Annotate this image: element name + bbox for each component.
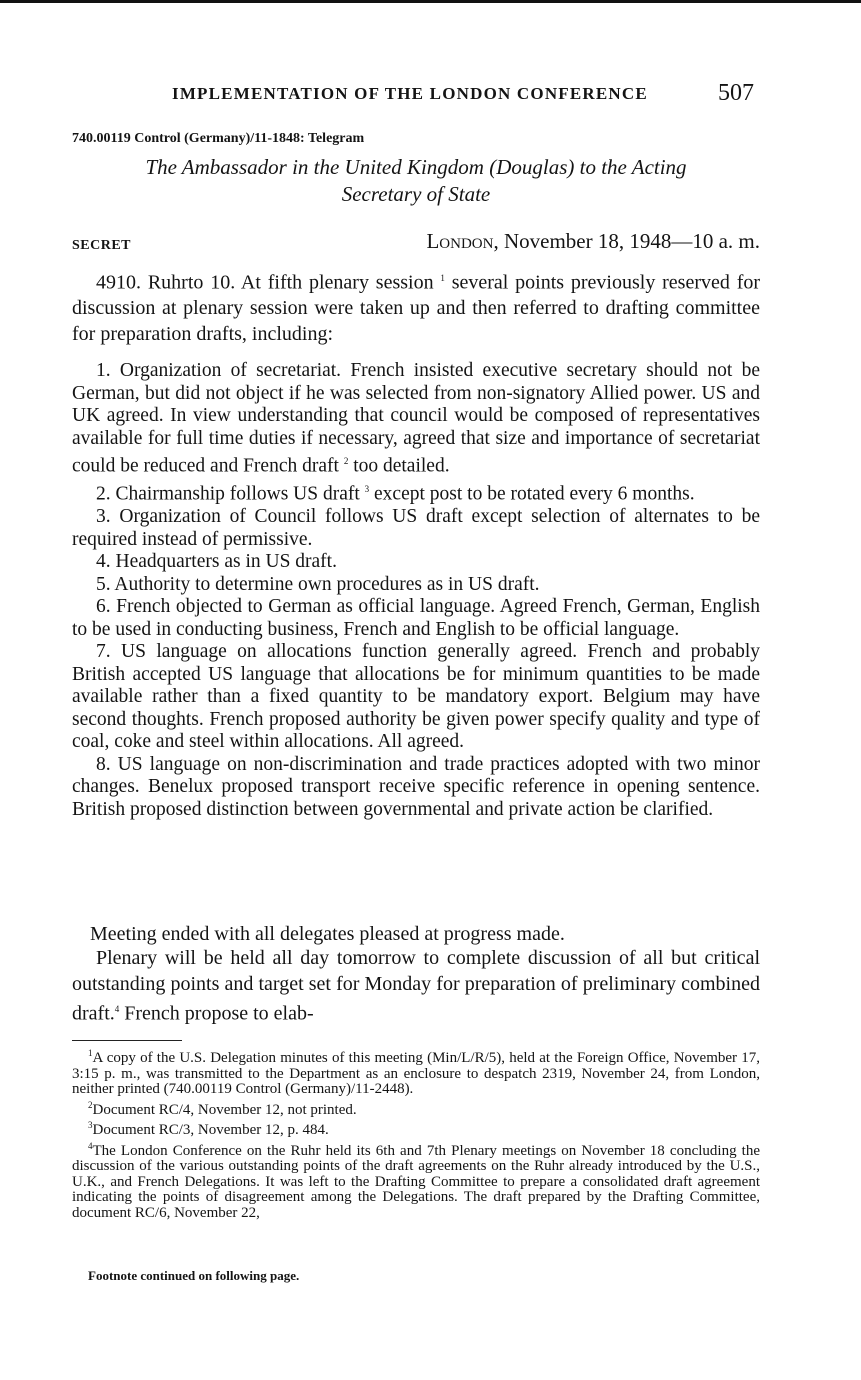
item-text-cont: too detailed.: [348, 455, 450, 477]
title-line-2: Secretary of State: [341, 182, 491, 206]
footnote-mark: 2: [88, 1099, 93, 1110]
footnote-text: The London Conference on the Ruhr held its 6th and 7th Plenary meetings on November 18 concluding the discussion of the various outstanding points of the draft agreements on the Ruhr already introduced by the U.S., U.K., and French Delegations. It was left to the Drafting Committee to prepare a consolidated draft agreement indicating the points of disagreement among the Delegations. The draft prepared by the Drafting Committee, document RC/6, November 22,: [72, 1142, 760, 1221]
item-text: 1. Organization of secretariat. French insisted executive secretary should not be German, but did not object if he was selected from non-signatory Allied power. US and UK agreed. In view understanding that council would be composed of representatives available for full time duties if necessary, agreed that size and importance of secretariat could be reduced and French draft: [72, 360, 760, 477]
running-head: IMPLEMENTATION OF THE LONDON CONFERENCE: [172, 84, 648, 103]
footnote-continued-note: Footnote continued on following page.: [88, 1268, 300, 1283]
document-title: [72, 154, 760, 208]
footnote-divider: [72, 1040, 182, 1041]
closing-text-cont: French propose to elab-: [119, 1002, 314, 1025]
page-number: 507: [718, 80, 754, 106]
file-reference: 740.00119 Control (Germany)/11-1848: Telegram: [72, 131, 365, 146]
footnote-text: Document RC/4, November 12, not printed.: [92, 1101, 357, 1118]
footnote: [72, 1118, 760, 1139]
closing-paragraph-2: [72, 946, 760, 1027]
list-item: [72, 478, 760, 506]
footnote-mark: 1: [88, 1048, 93, 1058]
footnote-ref: 4: [114, 1004, 120, 1014]
footnote-text: A copy of the U.S. Delegation minutes of this meeting (Min/L/R/5), held at the Foreign Office, November 17, 3:15 p. m., was transmitted to the Department as an enclosure to despatch 2319, November 24, from London, neither printed (740.00119 Control (Germany)/11-2448).: [72, 1050, 760, 1097]
footnote-ref: 2: [343, 456, 349, 466]
dateline-place: London: [426, 229, 494, 253]
list-item: 6. French objected to German as official language. Agreed French, German, English to be used in conducting business, French and English to be official language.: [72, 596, 760, 640]
list-item: 4. Headquarters as in US draft.: [96, 551, 337, 572]
intro-text: 4910. Ruhrto 10. At fifth plenary session: [96, 271, 434, 294]
list-item: [72, 360, 760, 478]
footnote: [72, 1098, 760, 1119]
closing-paragraph-1: Meeting ended with all delegates pleased at progress made.: [90, 923, 565, 945]
footnotes: [72, 1046, 760, 1221]
footnote-mark: 3: [88, 1120, 93, 1130]
footnote-ref: 3: [364, 484, 370, 494]
footnote-ref: 1: [440, 273, 445, 283]
footnote-text: Document RC/3, November 12, p. 484.: [92, 1122, 329, 1138]
footnote-mark: 4: [88, 1140, 93, 1151]
items-list: [72, 360, 760, 821]
intro-text-cont: several points previously reserved for discussion at plenary session were taken up and then referred to drafting committee for preparation drafts, including:: [72, 271, 761, 345]
list-item: 5. Authority to determine own procedures as in US draft.: [96, 573, 540, 595]
dateline-date: , November 18, 1948—10 a. m.: [493, 229, 760, 253]
classification: SECRET: [72, 238, 132, 253]
dateline: [426, 229, 760, 254]
item-text-cont: except post to be rotated every 6 months.: [369, 483, 695, 505]
closing-text: Plenary will be held all day tomorrow to complete discussion of all but critical outstanding points and target set for Monday for preparation of preliminary combined draft.: [72, 947, 760, 1025]
footnote: [72, 1139, 760, 1222]
list-item: 8. US language on non-discrimination and trade practices adopted with two minor changes. Benelux proposed transport receive specific reference in opening sentence. British proposed distinction between governmental and private action be clarified.: [72, 753, 760, 820]
list-item: 3. Organization of Council follows US draft except selection of alternates to be required instead of permissive.: [72, 506, 760, 550]
item-text: 2. Chairmanship follows US draft: [96, 483, 360, 505]
footnote: [72, 1046, 760, 1098]
intro-paragraph: [72, 266, 760, 347]
title-line-1: The Ambassador in the United Kingdom (Douglas) to the Acting: [145, 155, 687, 179]
list-item: 7. US language on allocations function generally agreed. French and probably British accepted US language that allocations be for minimum quantities to be made available rather than a fixed quantity to be mandatory export. Belgium may have second thoughts. French proposed authority be given power specify quality and type of coal, coke and steel within allocations. All agreed.: [72, 641, 760, 752]
top-border: [0, 0, 861, 3]
